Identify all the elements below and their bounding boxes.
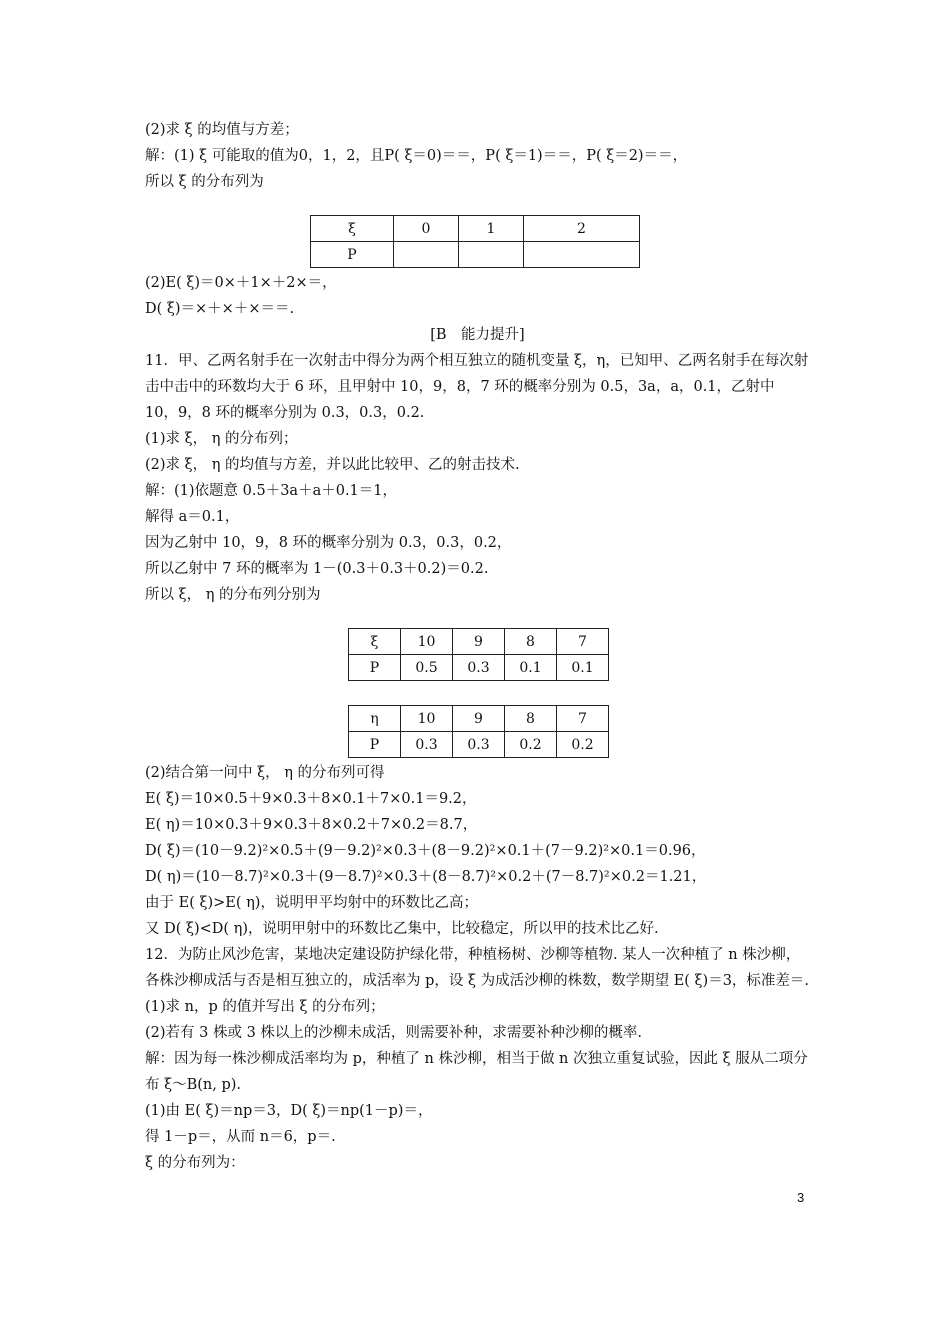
section-title: [B 能力提升] [430,327,525,343]
text-line: 又 D( ξ)<D( η)，说明甲射中的环数比乙集中，比较稳定，所以甲的技术比乙好. [145,921,659,937]
text-line: 所以 ξ 的分布列为 [145,174,264,190]
table-cell: P [349,732,401,758]
table-cell: ξ [349,629,401,655]
text-line: 得 1－p＝，从而 n＝6，p＝. [145,1129,336,1145]
table-cell: 0 [394,216,459,242]
text-line: D( η)＝(10－8.7)²×0.3＋(9－8.7)²×0.3＋(8－8.7)²×0.2＋(7－8.7)²×0.2＝1.21， [145,869,707,885]
table-cell: 10 [401,706,453,732]
table-cell: P [311,242,394,268]
table-cell: 7 [557,629,609,655]
table-cell: 0.3 [453,732,505,758]
text-line: (2)求 ξ 的均值与方差； [145,122,299,138]
table-cell: 0.3 [453,655,505,681]
text-line: D( ξ)＝(10－9.2)²×0.5＋(9－9.2)²×0.3＋(8－9.2)²×0.1＋(7－9.2)²×0.1＝0.96， [145,843,706,859]
text-line: E( ξ)＝10×0.5＋9×0.3＋8×0.1＋7×0.1＝9.2， [145,791,477,807]
text-line: 解：(1)依题意 0.5＋3a＋a＋0.1＝1， [145,483,398,499]
document-body [145,117,810,1176]
text-line: 解：(1) ξ 可能取的值为0，1，2，且P( ξ＝0)＝＝，P( ξ＝1)＝＝，P( ξ＝2)＝＝， [145,148,688,164]
text-paragraph: 解：因为每一株沙柳成活率均为 p，种植了 n 株沙柳，相当于做 n 次独立重复试验，因此 ξ 服从二项分布 ξ～B(n, p). [145,1051,808,1093]
table-cell [459,242,524,268]
table-cell: 10 [401,629,453,655]
table-cell: 0.2 [505,732,557,758]
text-line: 因为乙射中 10，9，8 环的概率分别为 0.3，0.3，0.2， [145,535,512,551]
distribution-table-xi [310,215,640,268]
question-11: 11．甲、乙两名射手在一次射击中得分为两个相互独立的随机变量 ξ，η，已知甲、乙两名射手在每次射击中击中的环数均大于 6 环，且甲射中 10，9，8，7 环的概率分别为 0.5，3a，a，0.1，乙射中 10，9，8 环的概率分别为 0.3，0.3，0.2. [145,353,809,421]
text-line: 所以乙射中 7 环的概率为 1－(0.3＋0.3＋0.2)＝0.2. [145,561,489,577]
page-number: 3 [797,1190,805,1205]
text-line: (2)若有 3 株或 3 株以上的沙柳未成活，则需要补种，求需要补种沙柳的概率. [145,1025,643,1041]
text-line: 解得 a＝0.1， [145,509,240,525]
text-line: (1)求 n，p 的值并写出 ξ 的分布列； [145,999,385,1015]
table-cell: 9 [453,629,505,655]
table-cell: 8 [505,629,557,655]
table-cell: 1 [459,216,524,242]
table-cell: η [349,706,401,732]
table-cell: 0.5 [401,655,453,681]
table-cell: 8 [505,706,557,732]
text-line: 所以 ξ， η 的分布列分别为 [145,587,321,603]
table-cell [524,242,640,268]
table-cell: 0.1 [557,655,609,681]
table-cell: 9 [453,706,505,732]
text-line: D( ξ)＝×＋×＋×＝＝. [145,301,295,317]
table-cell: P [349,655,401,681]
text-line: (2)结合第一问中 ξ， η 的分布列可得 [145,765,385,781]
text-line: (2)求 ξ， η 的均值与方差，并以此比较甲、乙的射击技术. [145,457,520,473]
table-cell: 0.1 [505,655,557,681]
text-line: E( η)＝10×0.3＋9×0.3＋8×0.2＋7×0.2＝8.7， [145,817,478,833]
distribution-table-eta [348,705,609,758]
table-cell [394,242,459,268]
text-line: (2)E( ξ)＝0×＋1×＋2×＝， [145,275,337,291]
text-line: (1)由 E( ξ)＝np＝3，D( ξ)＝np(1－p)＝， [145,1103,433,1119]
table-cell: 0.3 [401,732,453,758]
table-cell: 2 [524,216,640,242]
text-line: (1)求 ξ， η 的分布列； [145,431,298,447]
table-cell: 7 [557,706,609,732]
text-line: ξ 的分布列为： [145,1155,245,1171]
distribution-table-xi-2 [348,628,609,681]
question-12: 12．为防止风沙危害，某地决定建设防护绿化带，种植杨树、沙柳等植物. 某人一次种植了 n 株沙柳，各株沙柳成活与否是相互独立的，成活率为 p，设 ξ 为成活沙柳的株数，数学期望 E( ξ)＝3，标准差＝. [145,947,810,989]
table-cell: ξ [311,216,394,242]
table-cell: 0.2 [557,732,609,758]
text-line: 由于 E( ξ)>E( η)，说明甲平均射中的环数比乙高； [145,895,478,911]
